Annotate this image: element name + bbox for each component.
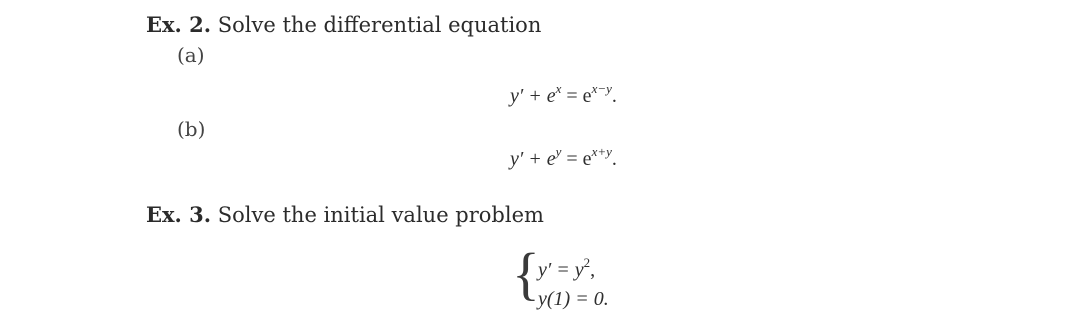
part-a-eq-rhs-exp: x−y [591, 81, 612, 96]
part-b-eq-mid: = e [561, 148, 592, 170]
part-a-eq-lhs-exp: x [555, 81, 562, 96]
ex2-label: Ex. 2. [146, 12, 212, 37]
system-line-1-main: y′ = y [538, 259, 584, 281]
part-b-equation [510, 144, 617, 170]
system-line-1-end: , [590, 259, 596, 281]
part-a-label: (a) [177, 43, 205, 67]
system-line-2-text: y(1) = 0. [538, 288, 609, 310]
ex3-label: Ex. 3. [146, 202, 212, 227]
ex3-heading [146, 204, 544, 226]
system-line-2 [538, 289, 609, 309]
ex3-title: Solve the initial value problem [217, 203, 544, 227]
part-a-eq-end: . [611, 85, 617, 107]
system-line-1-exp: 2 [583, 255, 591, 270]
part-b-eq-end: . [611, 148, 617, 170]
part-a-eq-mid: = e [561, 85, 592, 107]
part-b-eq-lhs: y′ + e [510, 148, 556, 170]
ex2-heading [146, 14, 541, 36]
system-line-1 [538, 255, 596, 281]
part-a-eq-lhs: y′ + e [510, 85, 556, 107]
part-b-eq-rhs-exp: x+y [591, 144, 612, 159]
part-b-eq-lhs-exp: y [555, 144, 562, 159]
system-brace: { [512, 241, 540, 306]
part-b-label: (b) [177, 117, 206, 141]
ex2-title: Solve the differential equation [217, 13, 542, 37]
part-a-equation [510, 81, 617, 107]
